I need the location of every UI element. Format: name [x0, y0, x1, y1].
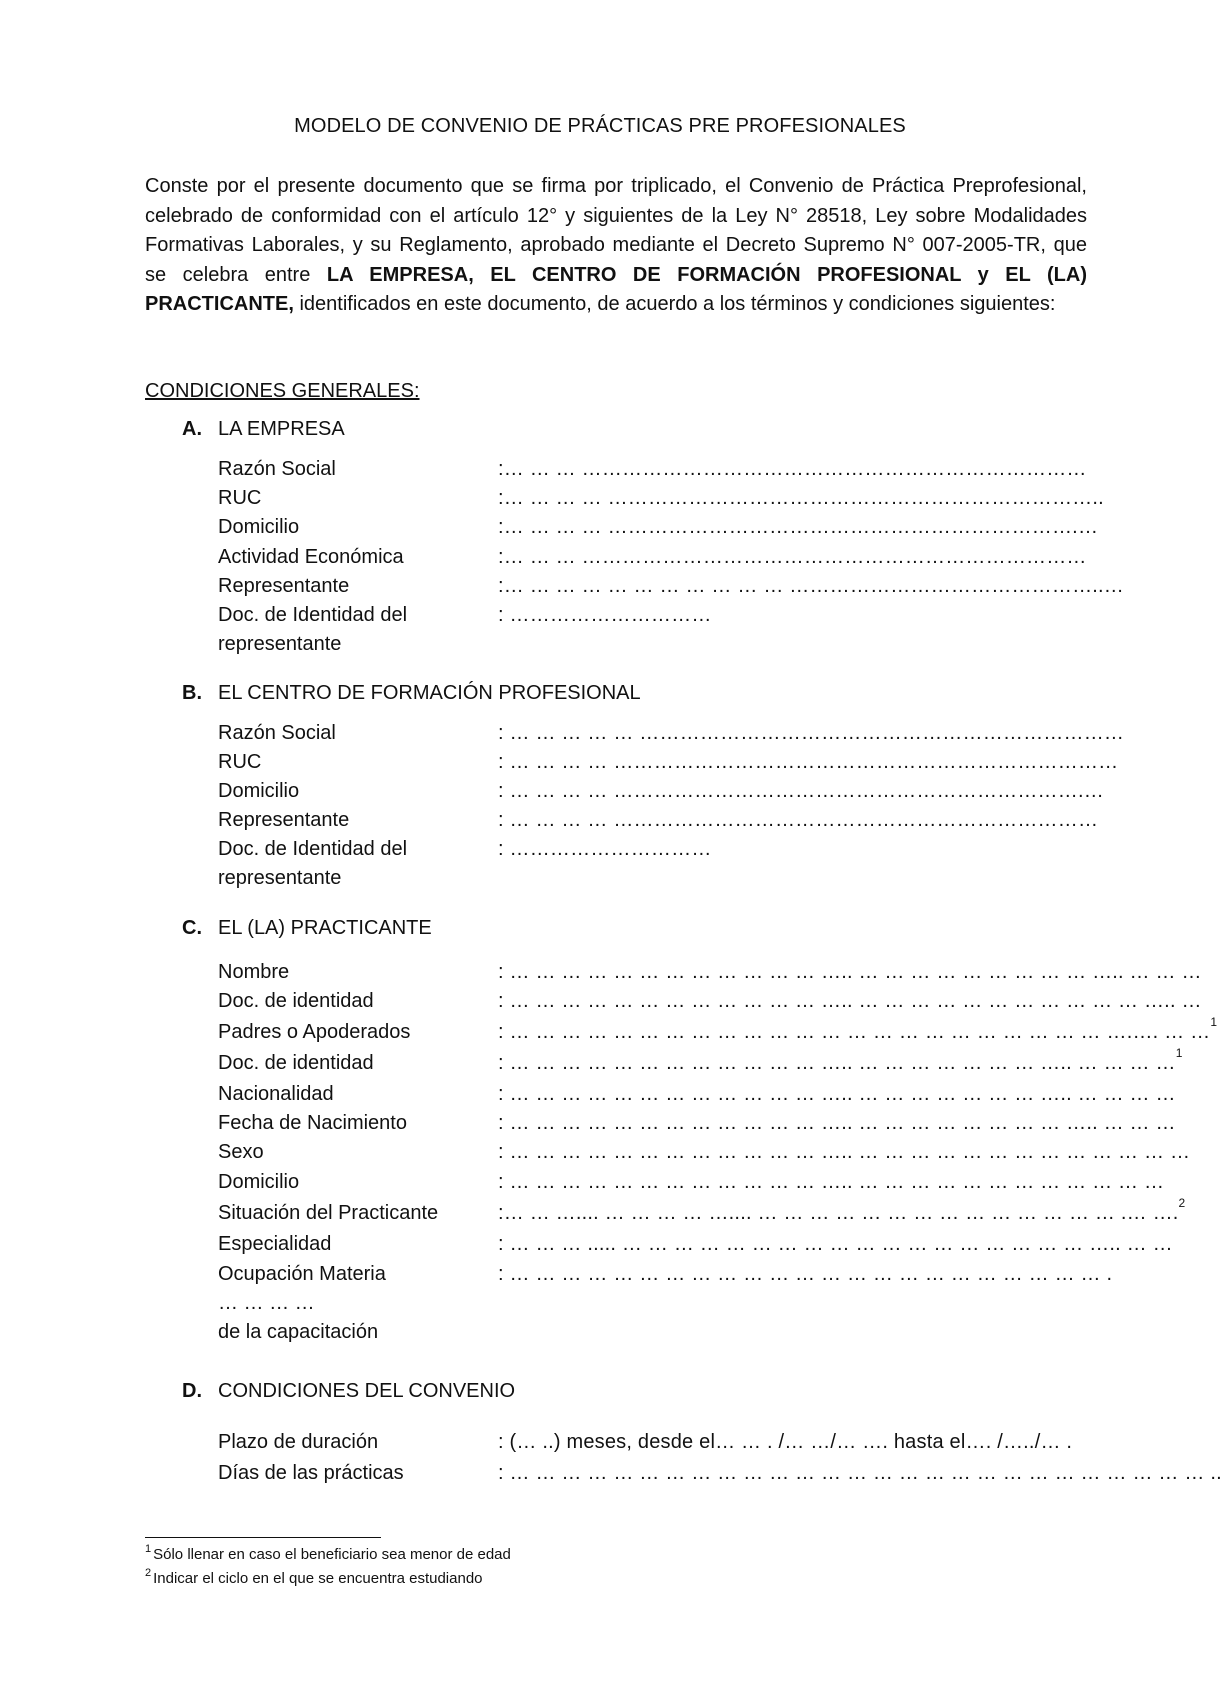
section-d-letter: D. [182, 1380, 202, 1402]
field-value[interactable] [498, 961, 1202, 984]
field-label: Doc. de identidad [218, 1052, 374, 1074]
field-row [218, 1112, 1176, 1141]
field-label: Domicilio [218, 780, 300, 802]
field-label: Razón Social [218, 458, 336, 480]
field-row [218, 990, 1202, 1019]
document-title: MODELO DE CONVENIO DE PRÁCTICAS PRE PROFESIONALES [294, 115, 906, 137]
field-row [218, 780, 1104, 809]
field-label: Padres o Apoderados [218, 1021, 411, 1043]
field-label: Nacionalidad [218, 1083, 334, 1105]
footnote-separator [145, 1537, 381, 1538]
field-row [218, 1046, 1183, 1081]
field-label: Razón Social [218, 722, 336, 744]
field-row [218, 1141, 1191, 1170]
intro-parties-bold: LA EMPRESA, EL CENTRO DE FORMACIÓN PROFESIONAL y EL (LA) PRACTICANTE, [145, 263, 1087, 315]
field-row [218, 516, 1098, 545]
field-value[interactable] [498, 990, 1202, 1013]
field-value[interactable]: : … … … … ………………………………………………………………… [498, 751, 1119, 773]
footnote-ref: 2 [1178, 1196, 1186, 1210]
field-label: Sexo [218, 1141, 264, 1163]
field-value[interactable] [498, 1046, 1183, 1075]
general-conditions-heading: CONDICIONES GENERALES: [145, 380, 420, 402]
field-label: … … … … [218, 1292, 315, 1314]
field-label: RUC [218, 751, 262, 773]
field-label: Doc. de Identidad del [218, 838, 408, 860]
field-label: Fecha de Nacimiento [218, 1112, 407, 1134]
field-value-text: : … … … … … … … … … … … … ….. … … … … … … … … ….. … … … [498, 1112, 1176, 1134]
section-b-letter: B. [182, 682, 202, 704]
field-value[interactable]: :… … … … ……………………………………………………………….. [498, 487, 1104, 509]
field-row [218, 1015, 1218, 1050]
field-value-text: : … … … … … … … … … … … … ….. … … … … … … … … … ….. … … … [498, 961, 1202, 983]
intro-text-2: identificados en este documento, de acuerdo a los términos y condiciones siguientes: [293, 293, 1056, 315]
field-label: Días de las prácticas [218, 1462, 404, 1484]
field-label: Especialidad [218, 1233, 332, 1255]
footnote-text: Indicar el ciclo en el que se encuentra estudiando [153, 1570, 483, 1587]
field-value[interactable]: : ………………………… [498, 838, 712, 860]
field-label: representante [218, 867, 342, 889]
field-row [218, 1171, 1165, 1200]
field-value[interactable]: : … … … … …………………………………………………………….… [498, 780, 1104, 802]
footnote-number: 1 [145, 1543, 152, 1555]
field-value-text: : … … … … … … … … … … … … ….. … … … … … … … … … … … … … [498, 1141, 1191, 1163]
field-row [218, 961, 1202, 990]
field-value[interactable]: :… … … ………………………………………………………………… [498, 546, 1087, 568]
field-row [218, 487, 1104, 516]
field-value[interactable]: : (… ..) meses, desde el… … . /… …/… …. hasta el…. /…../… . [498, 1431, 1073, 1453]
field-label: Doc. de identidad [218, 990, 374, 1012]
field-row [218, 1083, 1176, 1112]
field-value[interactable] [498, 1196, 1186, 1225]
field-label: de la capacitación [218, 1321, 379, 1343]
field-row [218, 809, 1098, 838]
footnote-number: 2 [145, 1567, 152, 1579]
field-label: Representante [218, 575, 350, 597]
field-value-text: : … … … ..... … … … … … … … … … … … … … … … … … … ….. … … [498, 1233, 1173, 1255]
section-a-heading [182, 418, 345, 441]
field-label: Representante [218, 809, 350, 831]
field-row [218, 1196, 1186, 1231]
field-label: Situación del Practicante [218, 1202, 439, 1224]
field-value-text: : … … … … … … … … … … … … ….. … … … … … … … … … … … … [498, 1171, 1165, 1193]
field-label: Domicilio [218, 1171, 300, 1193]
field-label: Plazo de duración [218, 1431, 379, 1453]
field-value[interactable]: : … … … … ……………………………………………………………… [498, 809, 1099, 831]
field-row [218, 575, 1124, 604]
field-row [218, 458, 1098, 487]
field-row [218, 867, 1098, 896]
field-row [218, 1431, 1098, 1460]
field-value[interactable]: :… … … … … … … … … … … ………………………………………..… [498, 575, 1124, 597]
field-label: Actividad Económica [218, 546, 404, 568]
field-row [218, 604, 1098, 633]
field-row [218, 722, 1125, 751]
footnote-text: Sólo llenar en caso el beneficiario sea menor de edad [153, 1546, 511, 1563]
field-label: Ocupación Materia [218, 1263, 386, 1285]
section-b-title: EL CENTRO DE FORMACIÓN PROFESIONAL [218, 682, 641, 704]
field-value[interactable] [498, 1015, 1218, 1044]
footnote-ref: 1 [1210, 1015, 1218, 1029]
field-value[interactable] [498, 1233, 1173, 1256]
field-value[interactable] [498, 1171, 1164, 1194]
field-value[interactable] [498, 1083, 1176, 1106]
field-value-text: : … … … … … … … … … … … … ….. … … … … … … … ….. … … … … [498, 1052, 1176, 1074]
field-row [218, 838, 1098, 867]
field-label: representante [218, 633, 342, 655]
section-a-letter: A. [182, 418, 202, 440]
footnote-ref: 1 [1175, 1046, 1183, 1060]
footnote [145, 1567, 483, 1587]
section-d-heading [182, 1380, 515, 1403]
field-value[interactable]: : ………………………… [498, 604, 712, 626]
field-label: Doc. de Identidad del [218, 604, 408, 626]
field-value[interactable]: : … … … … … … … … … … … … … … … … … … … … … … … … … … … .. [498, 1462, 1222, 1484]
field-value-text: : … … … … … … … … … … … … ….. … … … … … … … ….. … … … … [498, 1083, 1176, 1105]
field-value-text: :… … ….... … … … … ….... … … … … … … … … … … … … … … .… …. [498, 1202, 1179, 1224]
field-row [218, 1263, 1113, 1292]
footnote [145, 1543, 511, 1563]
section-b-heading [182, 682, 641, 705]
field-value-text: : … … … … … … … … … … … … ….. … … … … … … … … … … … ….. … [498, 990, 1202, 1012]
field-value[interactable] [498, 1112, 1176, 1135]
section-d-title: CONDICIONES DEL CONVENIO [218, 1380, 516, 1402]
field-value[interactable]: : … … … … … ……………………………………………………………… [498, 722, 1125, 744]
field-row [218, 633, 1098, 662]
field-value[interactable]: :… … … … …………………………………………………………….… [498, 516, 1099, 538]
field-label: Domicilio [218, 516, 300, 538]
field-value[interactable]: :… … … ………………………………………………………………… [498, 458, 1087, 480]
field-row [218, 1462, 1222, 1491]
section-c-heading [182, 917, 432, 940]
field-value-text: : … … … … … … … … … … … … … … … … … … … … … … … . [498, 1263, 1113, 1285]
field-row [218, 751, 1119, 780]
field-row [218, 1321, 1098, 1350]
field-value[interactable] [498, 1141, 1190, 1164]
field-value[interactable] [498, 1263, 1112, 1286]
intro-paragraph [145, 172, 1087, 320]
field-row [218, 1292, 1098, 1321]
field-row [218, 1233, 1173, 1262]
field-label: Nombre [218, 961, 290, 983]
intro-text-1: Conste por el presente documento que se firma por triplicado, el Convenio de Práctica Preprofesional, celebrado de conformidad con el artículo 12° y siguientes de la Ley N° 28518, Ley sobre Modalidades Formativas Laborales, y su Reglamento, aprobado mediante el Decreto Supremo N° 007-2005-TR, que se celebra entre [145, 175, 1087, 286]
section-c-title: EL (LA) PRACTICANTE [218, 917, 432, 939]
section-a-title: LA EMPRESA [218, 418, 345, 440]
section-c-letter: C. [182, 917, 202, 939]
field-row [218, 546, 1098, 575]
field-label: RUC [218, 487, 262, 509]
field-value-text: : … … … … … … … … … … … … … … … … … … … … … … … ….…. … … [498, 1021, 1211, 1043]
